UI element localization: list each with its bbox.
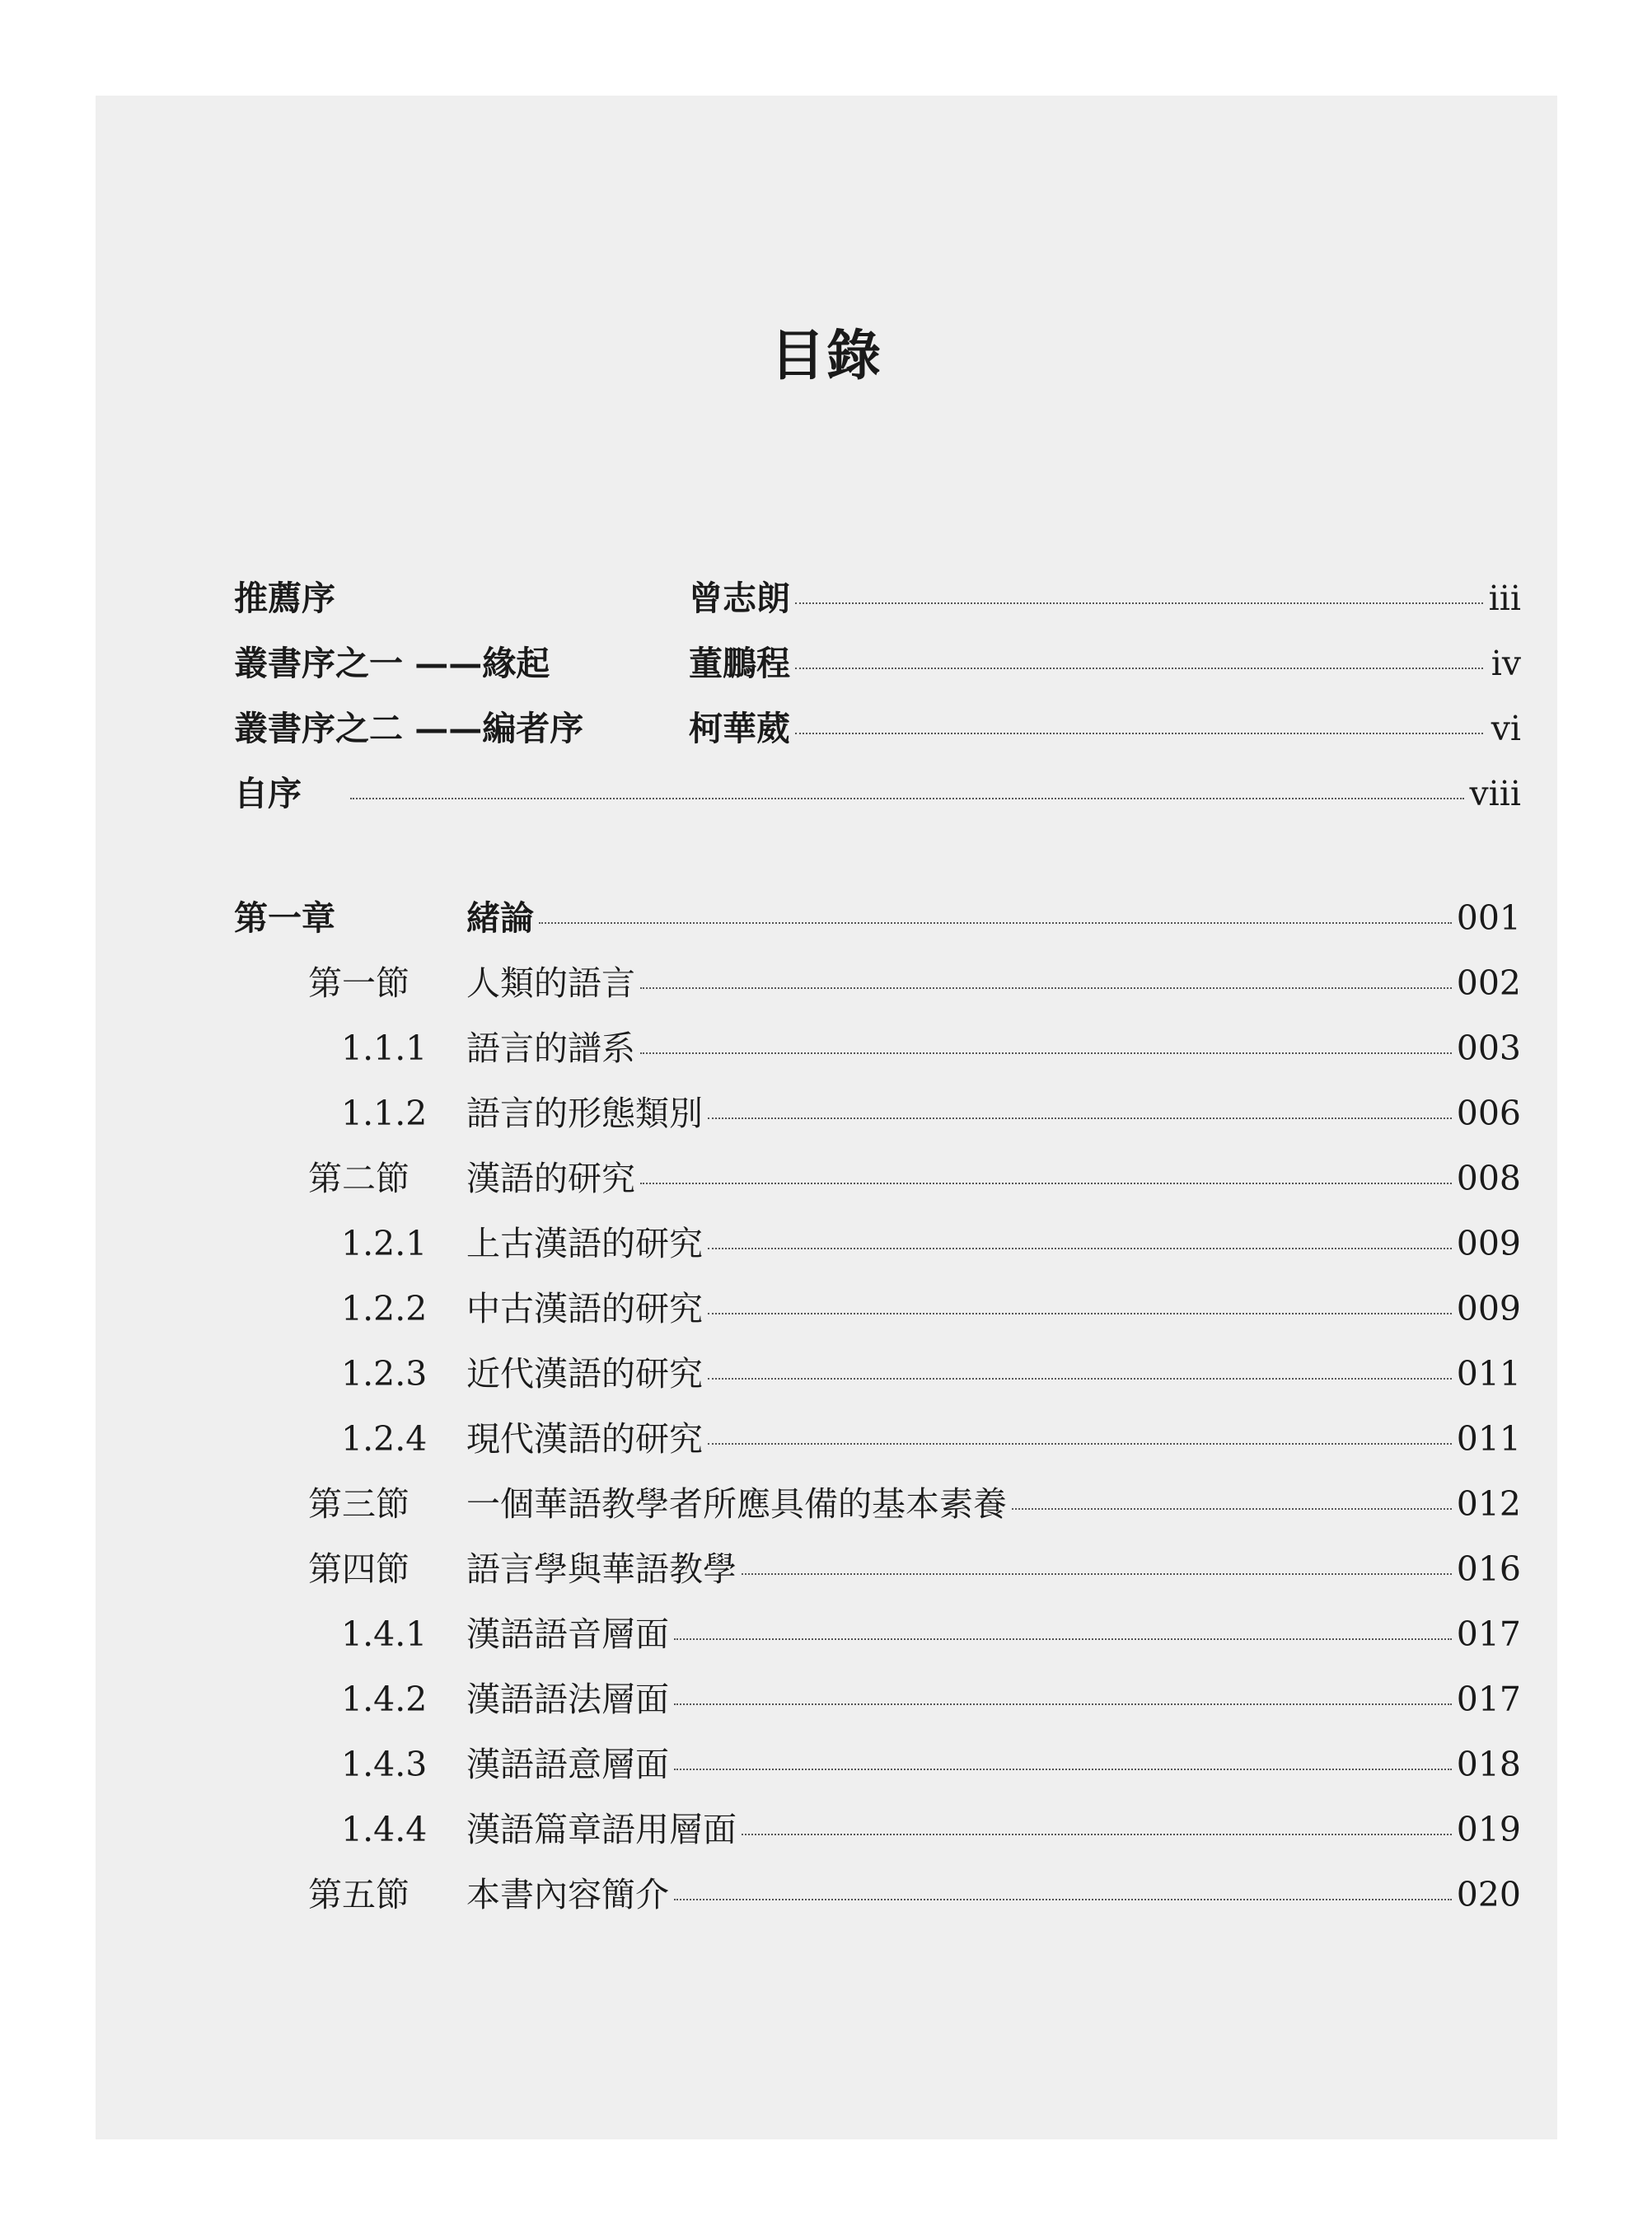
toc-row-entry[interactable] xyxy=(234,1024,1521,1073)
toc-leader-dots xyxy=(539,922,1452,924)
toc-page-number: vi xyxy=(1491,709,1521,748)
toc-title: 人類的語言 xyxy=(466,963,635,1003)
toc-label: 第二節 xyxy=(308,1159,409,1198)
toc-label: 1.1.1 xyxy=(341,1028,428,1068)
toc-page-number: 020 xyxy=(1456,1875,1521,1914)
toc-row-entry[interactable] xyxy=(234,958,1521,1008)
toc-row-entry[interactable] xyxy=(234,1805,1521,1854)
toc-leader-dots xyxy=(708,1248,1452,1249)
toc-title: 本書內容簡介 xyxy=(466,1875,669,1914)
toc-label: 叢書序之二 ——編者序 xyxy=(234,709,584,748)
toc-author: 董鵬程 xyxy=(689,644,790,683)
toc-leader-dots xyxy=(795,602,1483,604)
toc-title: 漢語語意層面 xyxy=(466,1745,669,1784)
toc-row-preface-recommend[interactable] xyxy=(234,574,1521,623)
toc-label: 自序 xyxy=(234,774,302,813)
toc-leader-dots xyxy=(708,1118,1452,1119)
toc-row-entry[interactable] xyxy=(234,1870,1521,1919)
toc-row-preface-author[interactable] xyxy=(234,769,1521,818)
toc-page-number: iv xyxy=(1491,644,1521,683)
toc-page-number: 017 xyxy=(1456,1614,1521,1654)
toc-title: 現代漢語的研究 xyxy=(466,1419,703,1459)
toc-page-number: 009 xyxy=(1456,1289,1521,1328)
toc-row-entry[interactable] xyxy=(234,1675,1521,1724)
toc-label: 推薦序 xyxy=(234,579,335,618)
toc-leader-dots xyxy=(708,1443,1452,1445)
toc-page-number: 017 xyxy=(1456,1680,1521,1719)
toc-leader-dots xyxy=(742,1834,1452,1835)
toc-leader-dots xyxy=(1012,1508,1452,1510)
toc-row-entry[interactable] xyxy=(234,1479,1521,1529)
toc-label: 第三節 xyxy=(308,1484,409,1524)
toc-row-chapter-1[interactable] xyxy=(234,893,1521,943)
toc-page-number: 009 xyxy=(1456,1224,1521,1263)
toc-row-entry[interactable] xyxy=(234,1740,1521,1789)
toc-leader-dots xyxy=(640,987,1452,989)
toc-leader-dots xyxy=(674,1899,1452,1900)
toc-leader-dots xyxy=(674,1769,1452,1770)
toc-page-number: 018 xyxy=(1456,1745,1521,1784)
toc-title: 近代漢語的研究 xyxy=(466,1354,703,1394)
toc-page-number: 003 xyxy=(1456,1028,1521,1068)
toc-page-number: 019 xyxy=(1456,1810,1521,1849)
toc-label: 1.2.3 xyxy=(341,1354,428,1394)
toc-page-number: 006 xyxy=(1456,1094,1521,1133)
page-title: 目錄 xyxy=(770,323,882,387)
toc-title: 上古漢語的研究 xyxy=(466,1224,703,1263)
toc-label: 第四節 xyxy=(308,1549,409,1589)
toc-leader-dots xyxy=(674,1703,1452,1705)
toc-page-number: 011 xyxy=(1456,1419,1521,1459)
toc-page-number: 012 xyxy=(1456,1484,1521,1524)
toc-title: 中古漢語的研究 xyxy=(466,1289,703,1328)
toc-leader-dots xyxy=(795,668,1483,669)
toc-title: 漢語語法層面 xyxy=(466,1680,669,1719)
toc-leader-dots xyxy=(640,1183,1452,1184)
toc-title: 緒論 xyxy=(466,898,534,938)
toc-page-number: 001 xyxy=(1456,898,1521,938)
toc-author: 柯華葳 xyxy=(689,709,790,748)
document-page xyxy=(96,96,1557,2139)
toc-label: 第一章 xyxy=(234,898,335,938)
toc-page-number: 011 xyxy=(1456,1354,1521,1394)
toc-row-entry[interactable] xyxy=(234,1544,1521,1594)
toc-label: 1.1.2 xyxy=(341,1094,428,1133)
toc-label: 1.2.1 xyxy=(341,1224,428,1263)
toc-author: 曾志朗 xyxy=(689,579,790,618)
toc-title: 語言的譜系 xyxy=(466,1028,635,1068)
toc-title: 語言學與華語教學 xyxy=(466,1549,737,1589)
toc-row-preface-series-2[interactable] xyxy=(234,704,1521,753)
toc-page-number: 002 xyxy=(1456,963,1521,1003)
toc-leader-dots xyxy=(742,1573,1452,1575)
toc-leader-dots xyxy=(640,1052,1452,1054)
toc-page-number: viii xyxy=(1469,774,1521,813)
toc-label: 1.2.2 xyxy=(341,1289,428,1328)
toc-label: 1.4.2 xyxy=(341,1680,428,1719)
toc-row-entry[interactable] xyxy=(234,1219,1521,1268)
toc-row-entry[interactable] xyxy=(234,1609,1521,1659)
toc-label: 第五節 xyxy=(308,1875,409,1914)
toc-row-entry[interactable] xyxy=(234,1284,1521,1333)
toc-label: 1.4.3 xyxy=(341,1745,428,1784)
toc-title: 一個華語教學者所應具備的基本素養 xyxy=(466,1484,1007,1524)
toc-leader-dots xyxy=(795,733,1483,734)
toc-leader-dots xyxy=(708,1313,1452,1314)
toc-row-entry[interactable] xyxy=(234,1089,1521,1138)
toc-title: 漢語篇章語用層面 xyxy=(466,1810,737,1849)
toc-label: 1.4.1 xyxy=(341,1614,428,1654)
toc-leader-dots xyxy=(708,1378,1452,1380)
toc-title: 語言的形態類別 xyxy=(466,1094,703,1133)
toc-leader-dots xyxy=(674,1638,1452,1640)
toc-label: 1.4.4 xyxy=(341,1810,428,1849)
toc-leader-dots xyxy=(350,798,1464,799)
toc-label: 第一節 xyxy=(308,963,409,1003)
toc-page-number: iii xyxy=(1488,579,1521,618)
toc-row-entry[interactable] xyxy=(234,1349,1521,1399)
toc-row-entry[interactable] xyxy=(234,1154,1521,1203)
toc-row-preface-series-1[interactable] xyxy=(234,639,1521,688)
toc-title: 漢語語音層面 xyxy=(466,1614,669,1654)
toc-title: 漢語的研究 xyxy=(466,1159,635,1198)
toc-page-number: 016 xyxy=(1456,1549,1521,1589)
toc-page-number: 008 xyxy=(1456,1159,1521,1198)
toc-label: 1.2.4 xyxy=(341,1419,428,1459)
toc-row-entry[interactable] xyxy=(234,1414,1521,1464)
toc-label: 叢書序之一 ——緣起 xyxy=(234,644,550,683)
